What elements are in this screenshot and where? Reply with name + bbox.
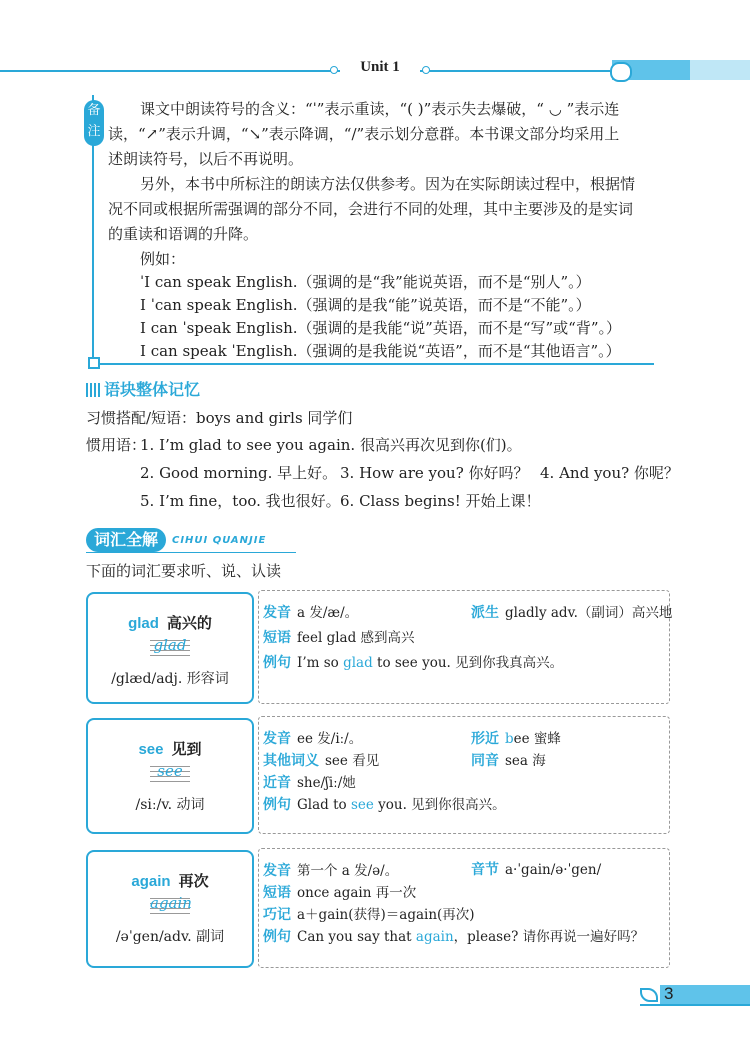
handwriting-sample: see [150, 762, 190, 782]
headword-english: glad [128, 615, 159, 632]
detail-text: to see you. 见到你我真高兴。 [372, 655, 564, 671]
headword [88, 870, 252, 891]
detail-label: 例句 [263, 797, 291, 813]
detail-text: Glad to [297, 797, 351, 813]
detail-text: you. 见到你很高兴。 [373, 797, 506, 813]
note-line: 况不同或根据所需强调的部分不同，会进行不同的处理，其中主要涉及的是实词 [108, 200, 634, 218]
word-detail-box [258, 716, 670, 834]
detail-text: she/ʃiː/她 [297, 775, 356, 791]
header-dot [422, 66, 430, 74]
detail-entry [263, 727, 362, 748]
leaf-icon [640, 988, 658, 1002]
section-title-chunks: 语块整体记忆 [104, 380, 201, 399]
detail-entry [263, 881, 416, 902]
header-knob [610, 62, 632, 82]
example-sentence: ˈI can speak English.（强调的是“我”能说英语，而不是“别人”。） [140, 273, 591, 291]
detail-text: 第一个 a 发/ə/。 [297, 863, 399, 879]
detail-text: see 看见 [325, 753, 380, 769]
note-line: 的重读和语调的升降。 [108, 225, 259, 243]
detail-entry [263, 903, 475, 924]
detail-label: 发音 [263, 863, 291, 879]
idiom-label: 惯用语： [86, 436, 147, 454]
detail-text: I’m so [297, 655, 344, 671]
detail-entry [263, 749, 379, 770]
detail-entry [263, 601, 358, 622]
detail-text: ee 蜜蜂 [513, 731, 561, 747]
header-dot [330, 66, 338, 74]
detail-text: a＋gain(获得)＝again(再次) [297, 907, 475, 923]
highlight-word: again [415, 929, 454, 945]
example-sentence: I can speak ˈEnglish.（强调的是我能说“英语”，而不是“其他语言”。） [140, 342, 621, 360]
headword-english: again [131, 873, 171, 890]
example-sentence: I can ˈspeak English.（强调的是我能“说”英语，而不是“写”或“背”。） [140, 319, 622, 337]
note-tag: 备注 [84, 100, 104, 146]
detail-entry [263, 859, 398, 880]
detail-entry [471, 749, 546, 770]
idiom-item: 2. Good morning. 早上好。 [140, 464, 338, 482]
word-detail-box [258, 848, 670, 968]
note-line: 读，“↗”表示升调，“↘”表示降调，“/”表示划分意群。本书课文部分均采用上 [108, 125, 620, 143]
detail-text: a·ˈgain/ə·ˈgen/ [505, 862, 602, 878]
idiom-item: 1. I’m glad to see you again. 很高兴再次见到你(们)。 [140, 436, 522, 454]
note-line: 例如： [140, 250, 186, 268]
detail-label: 巧记 [263, 907, 291, 923]
headword-meaning: 见到 [171, 740, 202, 758]
detail-text: gladly adv.（副词）高兴地 [505, 605, 673, 621]
detail-entry [263, 626, 415, 647]
highlight-word: b [505, 731, 514, 747]
headword [88, 612, 252, 633]
note-line: 另外，本书中所标注的朗读方法仅供参考。因为在实际朗读过程中，根据情 [140, 175, 636, 193]
detail-text: feel glad 感到高兴 [297, 630, 415, 646]
header-bar-light [690, 60, 750, 80]
detail-label: 例句 [263, 929, 291, 945]
word-card [86, 592, 254, 704]
detail-label: 形近 [471, 731, 499, 747]
detail-entry [471, 601, 672, 622]
vocab-banner: 词汇全解 [86, 528, 166, 552]
idiom-item: 3. How are you? 你好吗？ [340, 464, 529, 482]
detail-entry [471, 859, 601, 879]
vocab-intro: 下面的词汇要求听、说、认读 [86, 562, 282, 580]
highlight-word: glad [343, 655, 373, 671]
headword-meaning: 再次 [178, 872, 209, 890]
note-line: 课文中朗读符号的含义：“ˈ”表示重读，“( )”表示失去爆破，“ ◡ ”表示连 [140, 100, 620, 118]
footer-bar [660, 985, 750, 1005]
detail-label: 例句 [263, 655, 291, 671]
section-icon [86, 383, 100, 397]
idiom-item: 4. And you? 你呢？ [540, 464, 679, 482]
detail-text: Can you say that [297, 929, 416, 945]
detail-entry [263, 651, 563, 672]
banner-underline [86, 552, 296, 553]
headword-meaning: 高兴的 [166, 614, 212, 632]
vocab-banner-sub: CIHUI QUANJIE [172, 535, 267, 546]
detail-text: once again 再一次 [297, 885, 417, 901]
detail-entry [471, 727, 561, 748]
pronunciation: /glæd/adj. 形容词 [111, 671, 229, 687]
unit-title: Unit 1 [340, 59, 420, 81]
collocation-line: 习惯搭配/短语：boys and girls 同学们 [86, 409, 353, 427]
handwriting-sample: glad [150, 636, 190, 656]
detail-text: ，please? 请你再说一遍好吗？ [453, 929, 645, 945]
headword [88, 738, 252, 759]
word-card [86, 718, 254, 834]
detail-label: 派生 [471, 605, 499, 621]
detail-label: 同音 [471, 753, 499, 769]
idiom-item: 5. I’m fine，too. 我也很好。 [140, 492, 341, 510]
headword-english: see [138, 741, 164, 758]
detail-text: ee 发/iː/。 [297, 731, 363, 747]
detail-label: 其他词义 [263, 753, 319, 769]
detail-text: sea 海 [505, 753, 546, 769]
detail-entry [263, 793, 506, 814]
detail-entry [263, 771, 356, 792]
detail-label: 近音 [263, 775, 291, 791]
page-number: 3 [664, 984, 674, 1003]
detail-label: 音节 [471, 862, 499, 878]
pronunciation: /əˈgen/adv. 副词 [115, 929, 225, 945]
detail-label: 发音 [263, 605, 291, 621]
detail-label: 短语 [263, 885, 291, 901]
detail-label: 发音 [263, 731, 291, 747]
highlight-word: see [350, 797, 374, 813]
detail-text: a 发/æ/。 [297, 605, 359, 621]
word-card [86, 850, 254, 968]
example-sentence: I ˈcan speak English.（强调的是我“能”说英语，而不是“不能”。） [140, 296, 591, 314]
footer-rule [640, 1004, 750, 1006]
pronunciation: /siː/v. 动词 [135, 797, 205, 813]
detail-entry [263, 925, 644, 946]
word-detail-box [258, 590, 673, 704]
detail-label: 短语 [263, 630, 291, 646]
note-line: 述朗读符号，以后不再说明。 [108, 150, 304, 168]
idiom-item: 6. Class begins! 开始上课！ [340, 492, 541, 510]
handwriting-sample: again [150, 894, 192, 912]
header-rule [0, 70, 610, 72]
